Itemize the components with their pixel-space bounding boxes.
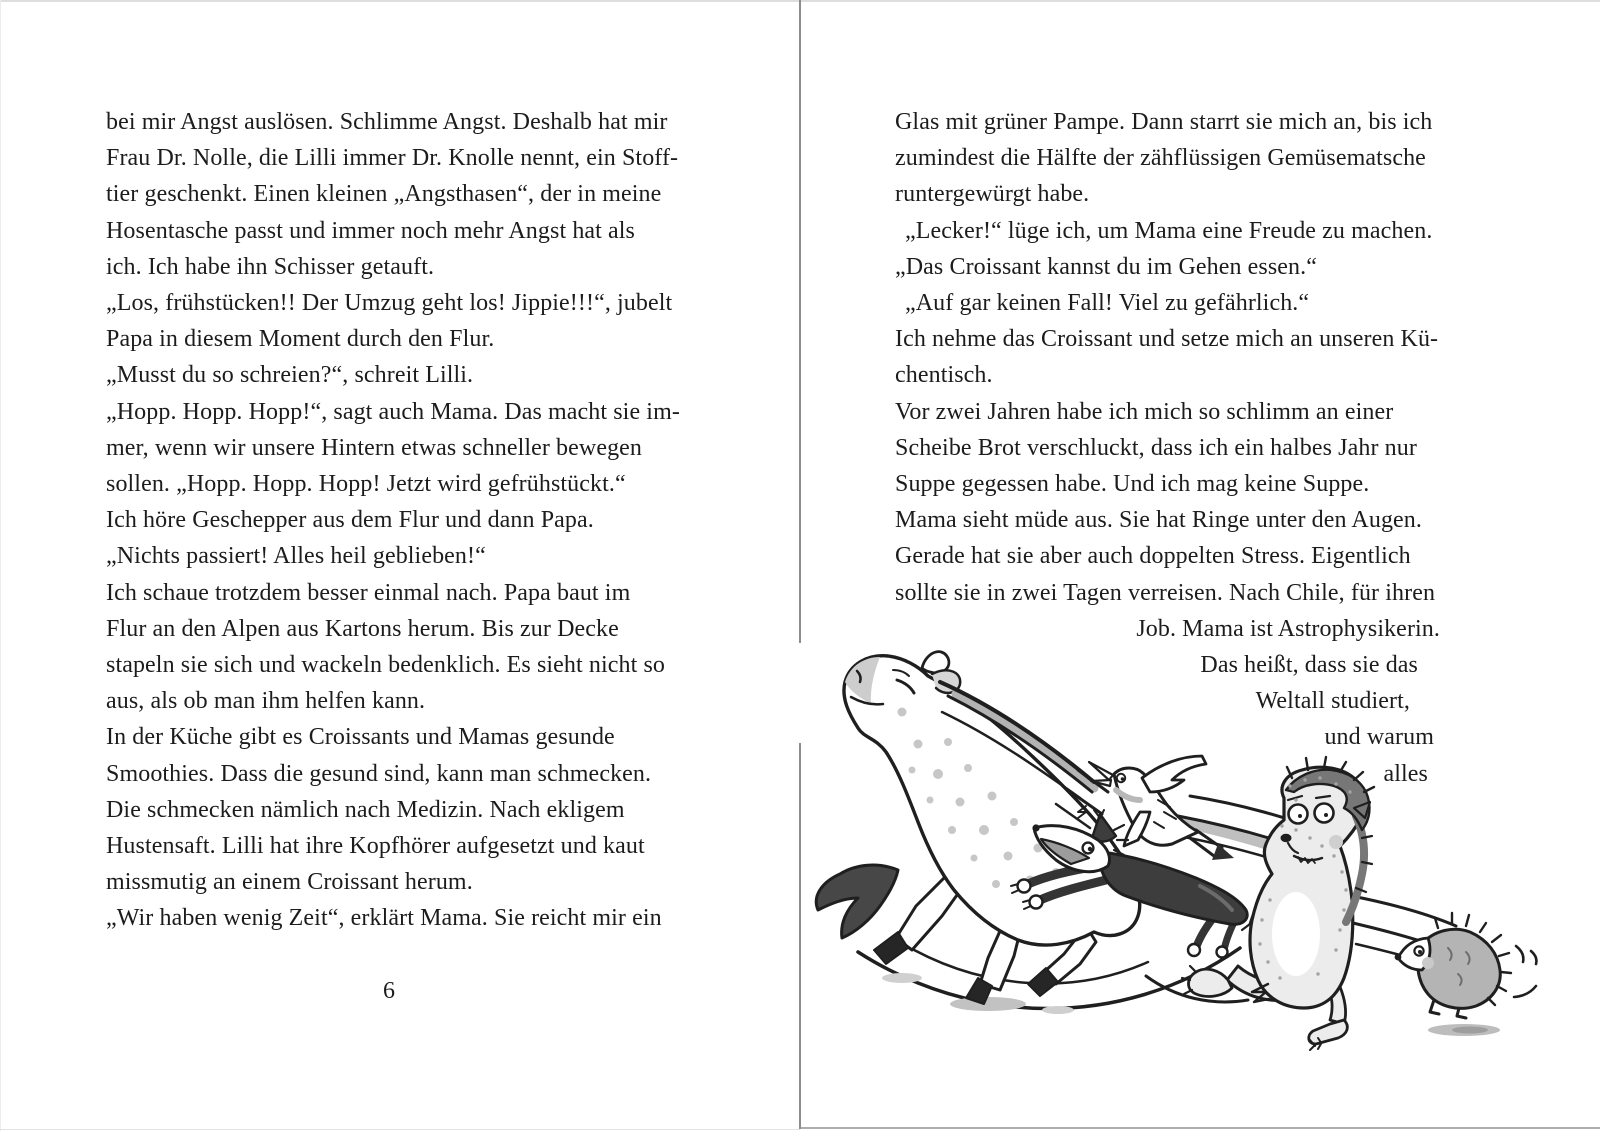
hedgehog [1395,913,1537,1036]
text-line: Das heißt, dass sie das [1200,652,1418,679]
text-line: Suppe gegessen habe. Und ich mag keine Suppe. [895,471,1370,498]
page-left-edge [0,0,1,1131]
text-line: „Hopp. Hopp. Hopp!“, sagt auch Mama. Das macht sie im- [106,398,680,425]
text-line: „Das Croissant kannst du im Gehen essen.“ [895,253,1318,280]
text-line: Glas mit grüner Pampe. Dann starrt sie mich an, bis ich [895,109,1433,135]
text-line: „Los, frühstücken!! Der Umzug geht los! Jippie!!!“, jubelt [106,290,673,317]
text-line: runtergewürgt habe. [895,181,1090,208]
text-line: mer, wenn wir unsere Hintern etwas schneller bewegen [106,434,643,461]
text-line: und warum [1324,724,1434,751]
text-line: „Auf gar keinen Fall! Viel zu gefährlich.“ [905,290,1310,317]
text-line: Frau Dr. Nolle, die Lilli immer Dr. Knolle nennt, ein Stoff- [106,145,679,172]
text-line: chentisch. [895,362,993,389]
text-line: missmutig an einem Croissant herum. [106,869,473,896]
text-line: Ich schaue trotzdem besser einmal nach. Papa baut im [106,579,631,606]
text-line: Gerade hat sie aber auch doppelten Stress. Eigentlich [895,543,1411,570]
text-line: „Musst du so schreien?“, schreit Lilli. [106,362,474,389]
text-line: Scheibe Brot verschluckt, dass ich ein halbes Jahr nur [895,434,1417,461]
horse [816,652,1139,1014]
left-page-bottom-edge [0,1129,800,1130]
text-line: Job. Mama ist Astrophysikerin. [1136,615,1440,642]
text-line: stapeln sie sich und wackeln bedenklich. Es sieht nicht so [106,652,666,679]
text-line: Papa in diesem Moment durch den Flur. [106,326,495,353]
text-line: aus, als ob man ihm helfen kann. [106,688,426,715]
text-line: „Wir haben wenig Zeit“, erklärt Mama. Sie reicht mir ein [106,905,662,932]
text-line: Ich nehme das Croissant und setze mich an unseren Kü- [895,326,1439,353]
text-line: ich. Ich habe ihn Schisser getauft. [106,253,435,280]
page-divider [799,0,801,643]
text-line: Ich höre Geschepper aus dem Flur und dann Papa. [106,507,594,534]
text-line: „Lecker!“ lüge ich, um Mama eine Freude zu machen. [905,217,1433,244]
text-line: „Nichts passiert! Alles heil geblieben!“ [106,543,486,570]
page-number: 6 [383,978,395,1004]
text-line: Die schmecken nämlich nach Medizin. Nach ekligem [106,796,625,823]
text-line: sollen. „Hopp. Hopp. Hopp! Jetzt wird gefrühstückt.“ [106,471,626,498]
text-line: bei mir Angst auslösen. Schlimme Angst. Deshalb hat mir [106,109,668,135]
text-line: In der Küche gibt es Croissants und Mamas gesunde [106,724,615,751]
left-page-text [106,104,680,937]
text-line: Hosentasche passt und immer noch mehr Angst hat als [106,217,635,244]
text-line: Vor zwei Jahren habe ich mich so schlimm an einer [895,398,1394,425]
text-line: Hustensaft. Lilli hat ihre Kopfhörer aufgesetzt und kaut [106,833,645,860]
text-line: alles [1383,760,1428,787]
text-line: Smoothies. Dass die gesund sind, kann man schmecken. [106,760,652,787]
text-line: sollte sie in zwei Tagen verreisen. Nach Chile, für ihren [895,579,1436,606]
text-line: zumindest die Hälfte der zähflüssigen Gemüsematsche [895,145,1426,172]
text-line: tier geschenkt. Einen kleinen „Angsthasen“, der in meine [106,181,662,208]
running-animals-illustration [790,628,1600,1131]
text-line: Mama sieht müde aus. Sie hat Ringe unter den Augen. [895,507,1422,534]
text-line: Weltall studiert, [1255,688,1410,715]
text-line: Flur an den Alpen aus Kartons herum. Bis zur Decke [106,615,619,642]
